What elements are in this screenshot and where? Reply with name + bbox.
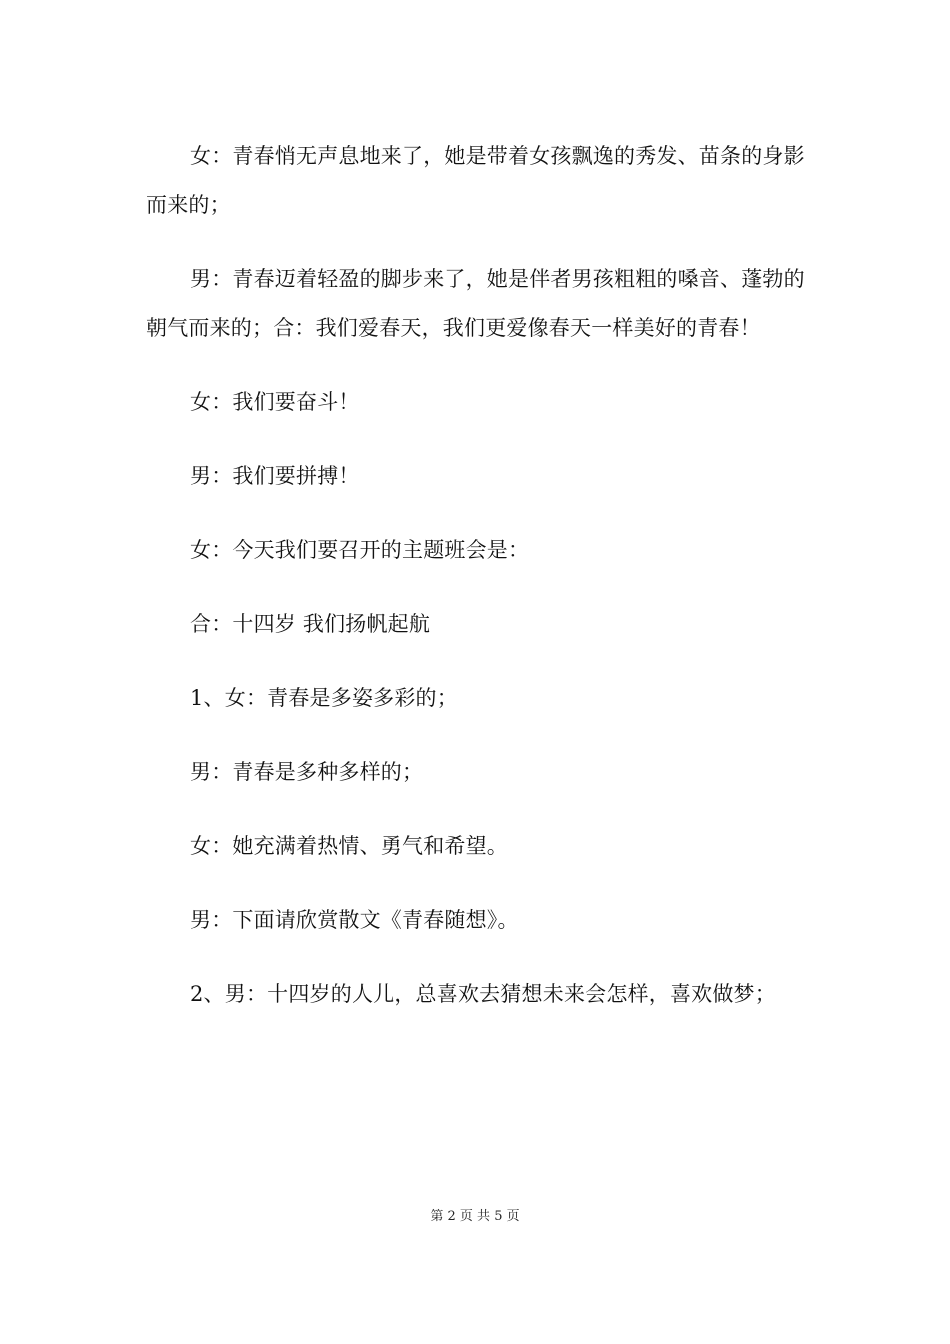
paragraph: 男：我们要拼搏！: [190, 464, 360, 488]
page-footer: 第 2 页 共 5 页: [430, 1209, 520, 1224]
paragraph: 女：我们要奋斗！: [190, 390, 360, 414]
document-body: [146, 132, 806, 1044]
paragraph: 女：青春悄无声息地来了，她是带着女孩飘逸的秀发、苗条的身影而来的；: [146, 144, 805, 217]
paragraph: 男：青春是多种多样的；: [190, 760, 424, 784]
paragraph: 男：青春迈着轻盈的脚步来了，她是伴者男孩粗粗的嗓音、蓬勃的朝气而来的；合：我们爱春天，我们更爱像春天一样美好的青春！: [146, 267, 805, 340]
paragraph: 女：今天我们要召开的主题班会是：: [190, 538, 530, 562]
paragraph: 1、女：青春是多姿多彩的；: [190, 686, 458, 710]
paragraph: 2、男：十四岁的人儿，总喜欢去猜想未来会怎样，喜欢做梦；: [190, 982, 776, 1006]
paragraph: 男：下面请欣赏散文《青春随想》。: [190, 908, 519, 932]
paragraph: 合：十四岁 我们扬帆起航: [190, 612, 431, 636]
paragraph: 女：她充满着热情、勇气和希望。: [190, 834, 508, 858]
